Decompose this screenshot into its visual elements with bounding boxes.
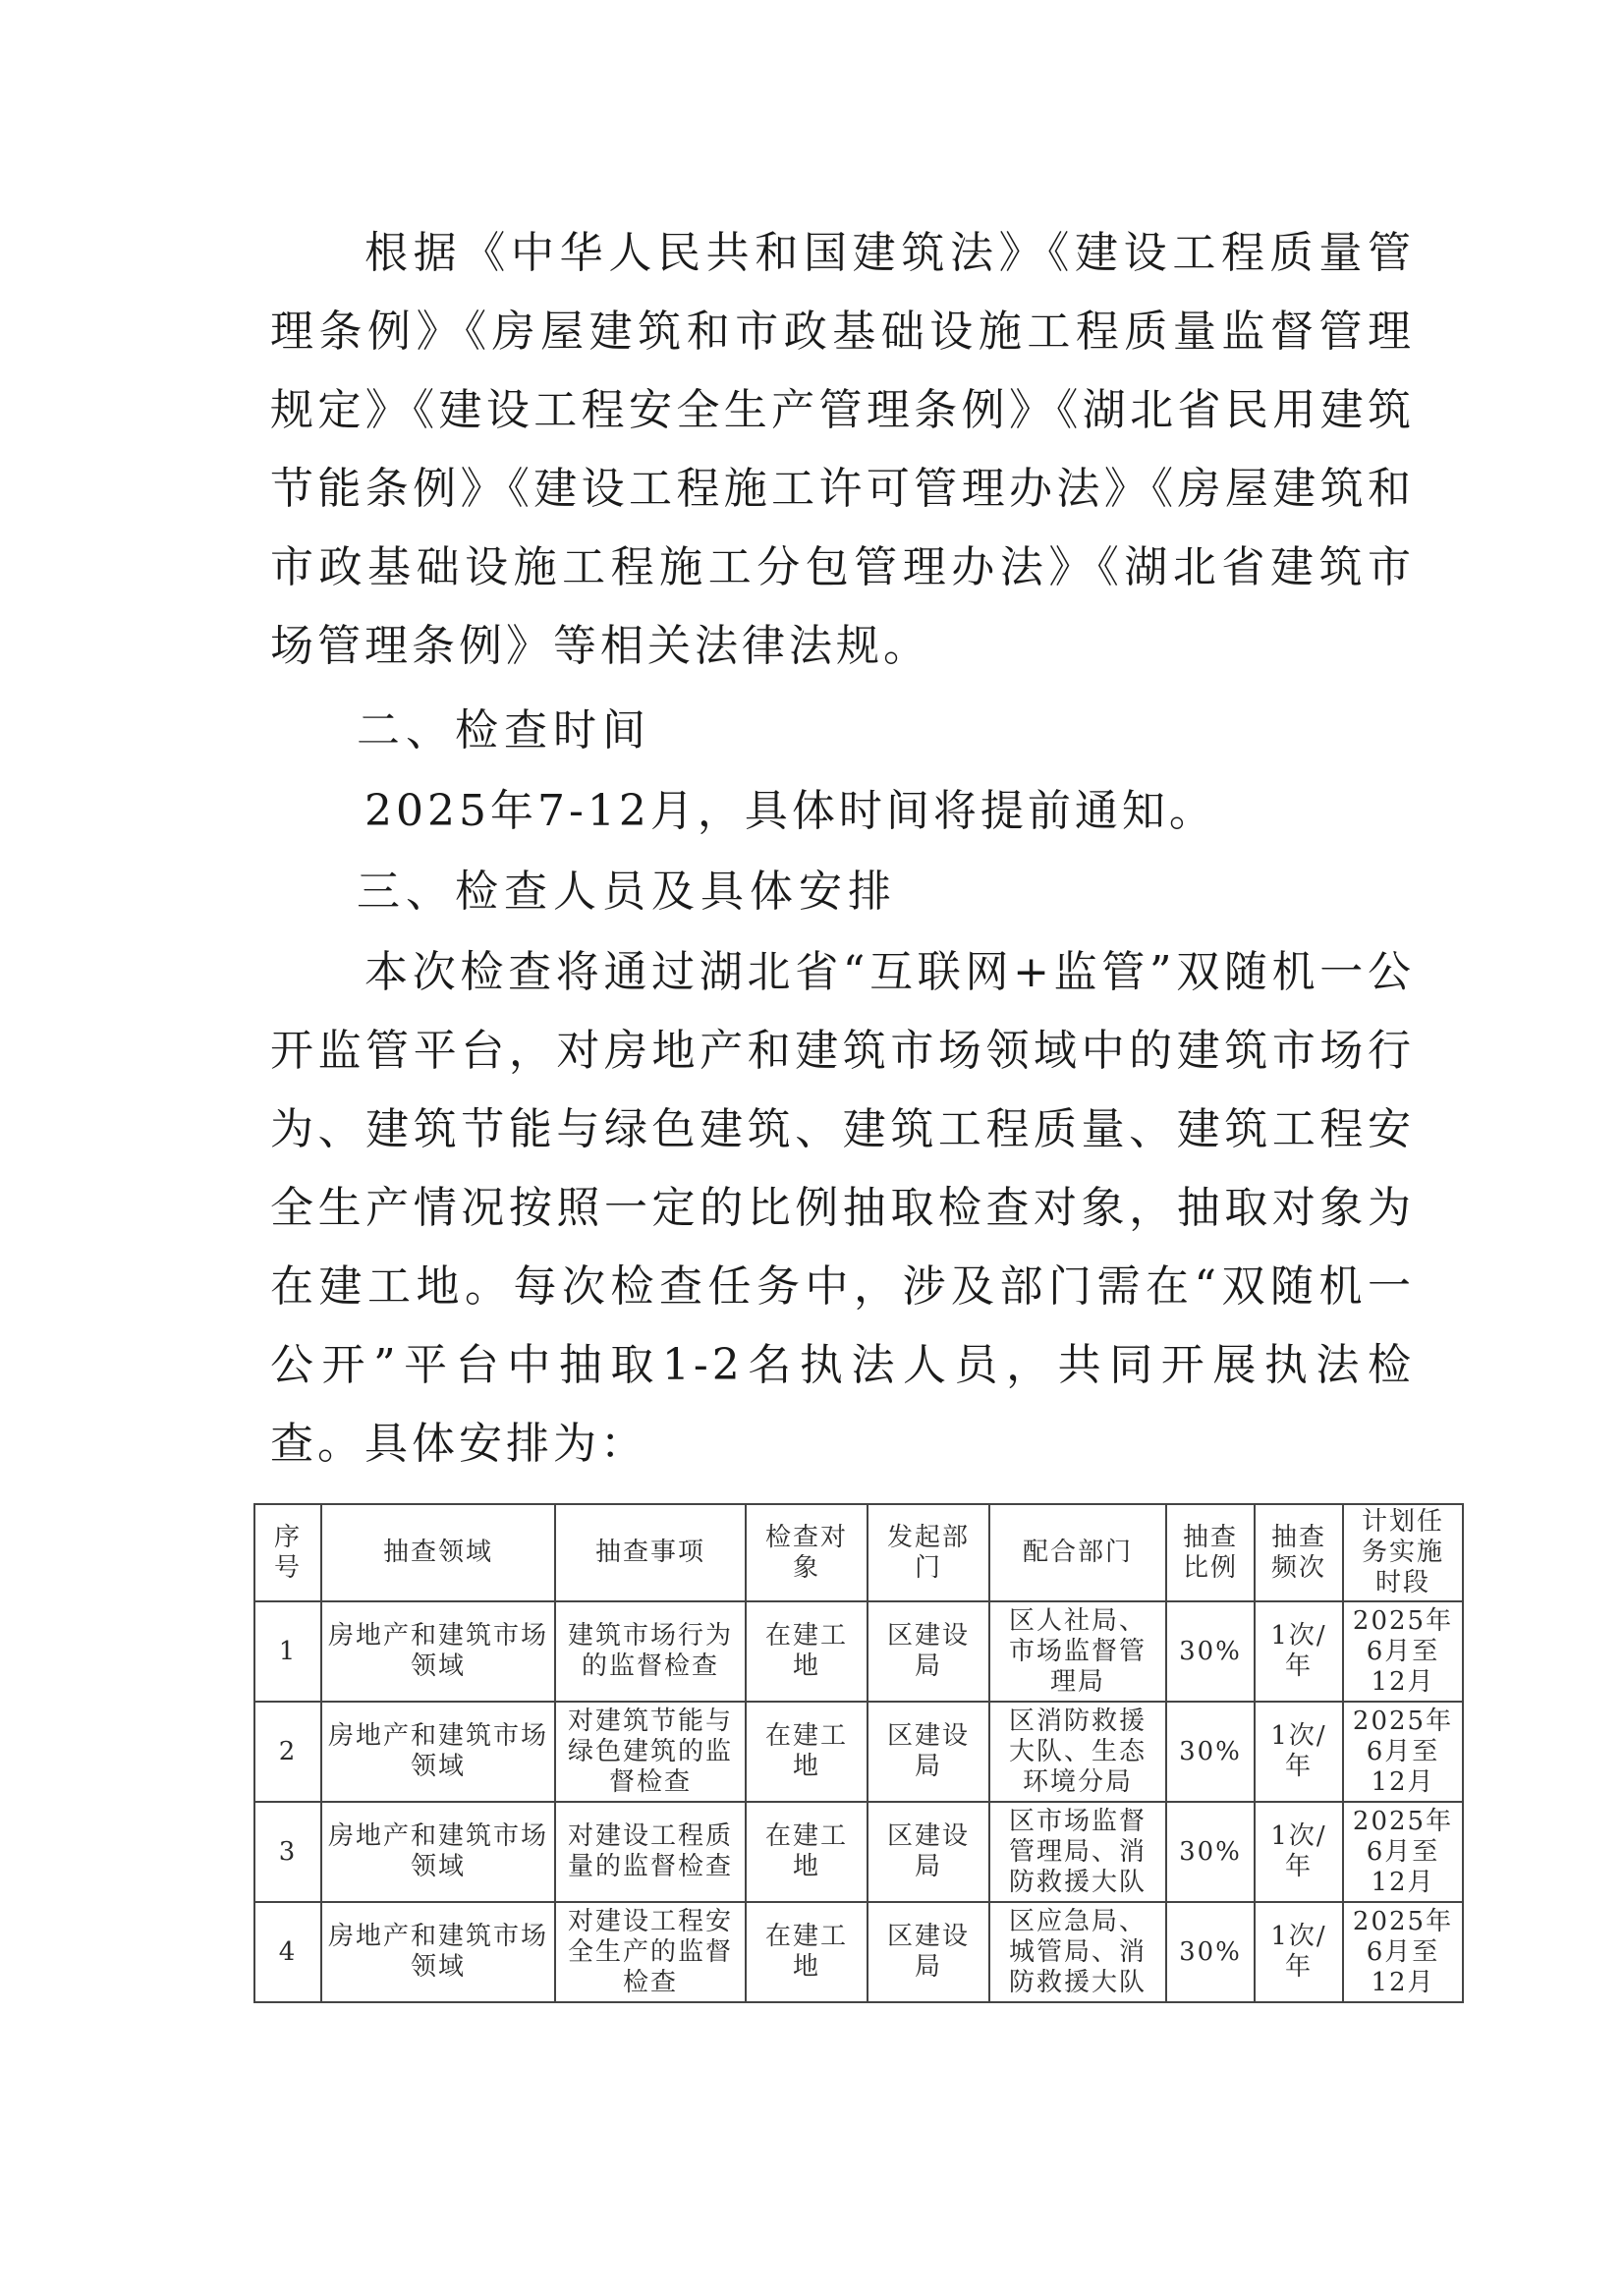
cell-ratio: 30% bbox=[1166, 1902, 1255, 2002]
cell-field: 房地产和建筑市场领域 bbox=[321, 1802, 555, 1902]
cell-period: 2025年6月至12月 bbox=[1343, 1601, 1463, 1702]
cell-frequency: 1次/年 bbox=[1255, 1702, 1343, 1802]
cell-initiator: 区建设局 bbox=[868, 1601, 989, 1702]
cell-period: 2025年6月至12月 bbox=[1343, 1702, 1463, 1802]
cell-frequency: 1次/年 bbox=[1255, 1802, 1343, 1902]
section-3-heading: 三、检查人员及具体安排 bbox=[357, 867, 897, 917]
table-row bbox=[254, 1601, 1463, 1702]
document-body bbox=[270, 214, 1415, 1483]
inspection-table-wrapper bbox=[253, 1503, 1462, 2003]
cell-item: 对建设工程质量的监督检查 bbox=[555, 1802, 746, 1902]
cell-target: 在建工地 bbox=[746, 1601, 868, 1702]
cell-field: 房地产和建筑市场领域 bbox=[321, 1601, 555, 1702]
section-2-body: 2025年7-12月，具体时间将提前通知。 bbox=[364, 786, 1216, 836]
cell-initiator: 区建设局 bbox=[868, 1902, 989, 2002]
cell-ratio: 30% bbox=[1166, 1601, 1255, 1702]
header-target: 检查对象 bbox=[746, 1504, 868, 1601]
cell-cooperating: 区消防救援大队、生态环境分局 bbox=[989, 1702, 1166, 1802]
header-serial: 序号 bbox=[254, 1504, 321, 1601]
cell-target: 在建工地 bbox=[746, 1902, 868, 2002]
cell-initiator: 区建设局 bbox=[868, 1802, 989, 1902]
cell-frequency: 1次/年 bbox=[1255, 1601, 1343, 1702]
section-3-body: 本次检查将通过湖北省“互联网+监管”双随机一公开监管平台，对房地产和建筑市场领域中的建筑市场行为、建筑节能与绿色建筑、建筑工程质量、建筑工程安全生产情况按照一定的比例抽取检查对象，抽取对象为在建工地。每次检查任务中，涉及部门需在“双随机一公开”平台中抽取1-2名执法人员，共同开展执法检查。具体安排为： bbox=[270, 947, 1415, 1469]
cell-initiator: 区建设局 bbox=[868, 1702, 989, 1802]
header-period: 计划任务实施时段 bbox=[1343, 1504, 1463, 1601]
header-ratio: 抽查比例 bbox=[1166, 1504, 1255, 1601]
cell-target: 在建工地 bbox=[746, 1702, 868, 1802]
cell-field: 房地产和建筑市场领域 bbox=[321, 1902, 555, 2002]
table-row bbox=[254, 1902, 1463, 2002]
legal-basis-paragraph: 根据《中华人民共和国建筑法》《建设工程质量管理条例》《房屋建筑和市政基础设施工程质量监督管理规定》《建设工程安全生产管理条例》《湖北省民用建筑节能条例》《建设工程施工许可管理办法》《房屋建筑和市政基础设施工程施工分包管理办法》《湖北省建筑市场管理条例》等相关法律法规。 bbox=[270, 228, 1415, 671]
header-initiator: 发起部门 bbox=[868, 1504, 989, 1601]
cell-item: 建筑市场行为的监督检查 bbox=[555, 1601, 746, 1702]
cell-ratio: 30% bbox=[1166, 1702, 1255, 1802]
cell-serial: 2 bbox=[254, 1702, 321, 1802]
cell-period: 2025年6月至12月 bbox=[1343, 1802, 1463, 1902]
cell-frequency: 1次/年 bbox=[1255, 1902, 1343, 2002]
header-item: 抽查事项 bbox=[555, 1504, 746, 1601]
cell-serial: 3 bbox=[254, 1802, 321, 1902]
cell-item: 对建设工程安全生产的监督检查 bbox=[555, 1902, 746, 2002]
header-cooperating: 配合部门 bbox=[989, 1504, 1166, 1601]
cell-item: 对建筑节能与绿色建筑的监督检查 bbox=[555, 1702, 746, 1802]
header-field: 抽查领域 bbox=[321, 1504, 555, 1601]
cell-cooperating: 区人社局、市场监督管理局 bbox=[989, 1601, 1166, 1702]
cell-cooperating: 区应急局、城管局、消防救援大队 bbox=[989, 1902, 1166, 2002]
table-row bbox=[254, 1802, 1463, 1902]
inspection-schedule-table bbox=[253, 1503, 1464, 2003]
table-row bbox=[254, 1702, 1463, 1802]
cell-target: 在建工地 bbox=[746, 1802, 868, 1902]
table-header-row bbox=[254, 1504, 1463, 1601]
cell-period: 2025年6月至12月 bbox=[1343, 1902, 1463, 2002]
section-2-heading: 二、检查时间 bbox=[357, 705, 651, 756]
cell-field: 房地产和建筑市场领域 bbox=[321, 1702, 555, 1802]
cell-serial: 4 bbox=[254, 1902, 321, 2002]
cell-serial: 1 bbox=[254, 1601, 321, 1702]
cell-ratio: 30% bbox=[1166, 1802, 1255, 1902]
header-frequency: 抽查频次 bbox=[1255, 1504, 1343, 1601]
cell-cooperating: 区市场监督管理局、消防救援大队 bbox=[989, 1802, 1166, 1902]
